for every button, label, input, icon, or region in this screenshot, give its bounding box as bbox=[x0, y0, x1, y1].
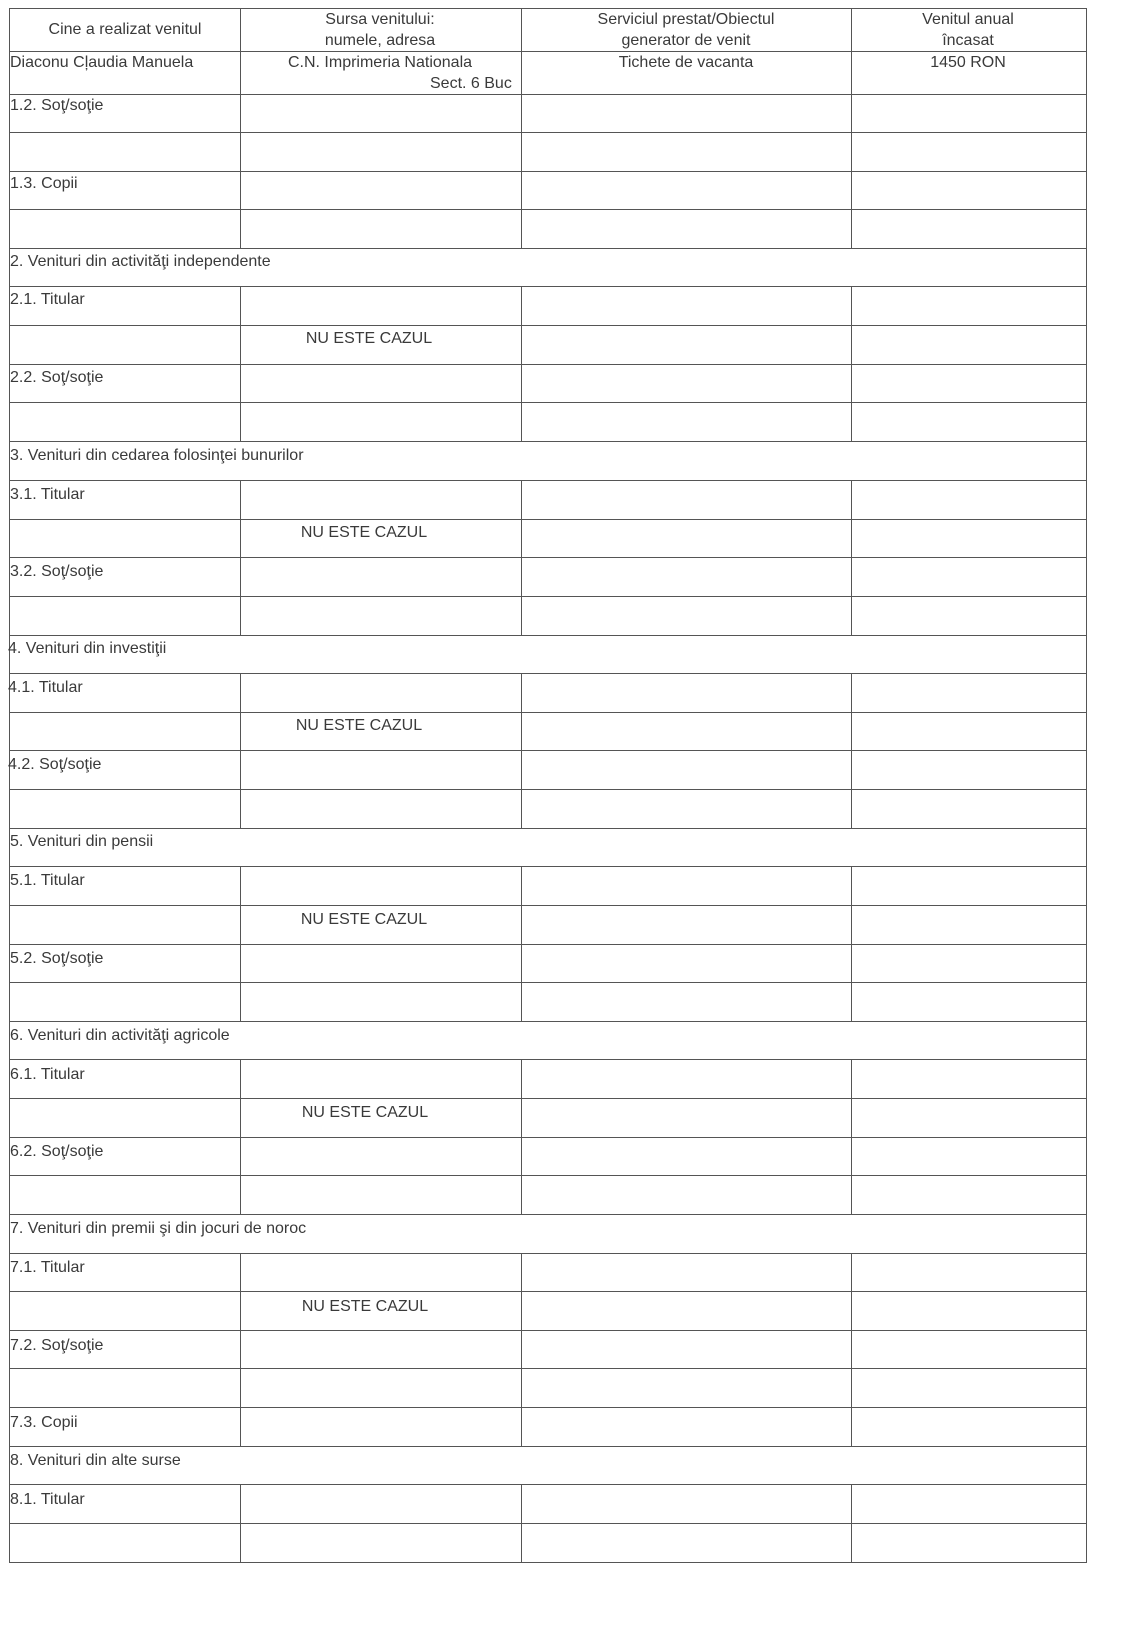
titular-source-line1: C.N. Imprimeria Nationala bbox=[287, 54, 473, 71]
grid-row-line bbox=[9, 1407, 1087, 1408]
label-5-2-spouse: 5.2. Soţ/soţie bbox=[10, 950, 104, 967]
grid-row-line bbox=[9, 8, 1087, 9]
section-4-title: 4. Venituri din investiţii bbox=[8, 640, 167, 657]
grid-column-line bbox=[521, 1407, 522, 1446]
grid-column-line bbox=[521, 750, 522, 789]
grid-column-line bbox=[851, 132, 852, 171]
grid-column-line bbox=[240, 1484, 241, 1523]
grid-row-line bbox=[9, 982, 1087, 983]
header-service-line2: generator de venit bbox=[621, 32, 751, 49]
grid-row-line bbox=[9, 132, 1087, 133]
grid-column-line bbox=[851, 364, 852, 402]
grid-column-line bbox=[240, 789, 241, 828]
grid-column-line bbox=[521, 364, 522, 402]
grid-column-line bbox=[851, 1330, 852, 1368]
not-applicable-4: NU ESTE CAZUL bbox=[295, 717, 423, 734]
grid-row-line bbox=[9, 1562, 1087, 1563]
grid-column-line bbox=[851, 171, 852, 209]
section-5-title: 5. Venituri din pensii bbox=[10, 833, 154, 850]
grid-column-line bbox=[240, 982, 241, 1021]
grid-row-line bbox=[9, 171, 1087, 172]
grid-row-line bbox=[9, 1330, 1087, 1331]
grid-row-line bbox=[9, 1291, 1087, 1292]
grid-row-line bbox=[9, 1253, 1087, 1254]
label-4-2-spouse: 4.2. Soţ/soţie bbox=[8, 756, 102, 773]
header-source-line2: numele, adresa bbox=[324, 32, 436, 49]
grid-column-line bbox=[851, 1291, 852, 1330]
grid-column-line bbox=[521, 132, 522, 171]
grid-column-line bbox=[521, 286, 522, 325]
label-1-3-children: 1.3. Copii bbox=[10, 175, 78, 192]
grid-row-line bbox=[9, 248, 1087, 249]
grid-column-line bbox=[521, 982, 522, 1021]
grid-column-line bbox=[521, 1059, 522, 1098]
grid-column-line bbox=[851, 557, 852, 596]
not-applicable-7: NU ESTE CAZUL bbox=[301, 1298, 429, 1315]
grid-column-line bbox=[521, 905, 522, 944]
grid-column-line bbox=[851, 480, 852, 519]
grid-column-line bbox=[240, 1253, 241, 1291]
grid-column-line bbox=[851, 789, 852, 828]
grid-column-line bbox=[240, 94, 241, 132]
grid-column-line bbox=[240, 1059, 241, 1098]
grid-column-line bbox=[851, 94, 852, 132]
grid-column-line bbox=[240, 750, 241, 789]
grid-row-line bbox=[9, 673, 1087, 674]
grid-column-line bbox=[240, 557, 241, 596]
grid-column-line bbox=[521, 866, 522, 905]
grid-column-line bbox=[851, 519, 852, 557]
grid-column-line bbox=[521, 1253, 522, 1291]
grid-column-line bbox=[521, 596, 522, 635]
grid-column-line bbox=[521, 1098, 522, 1137]
grid-column-line bbox=[851, 712, 852, 750]
label-1-2-spouse: 1.2. Soţ/soţie bbox=[10, 97, 104, 114]
grid-column-line bbox=[851, 402, 852, 441]
not-applicable-2: NU ESTE CAZUL bbox=[305, 330, 433, 347]
grid-column-line bbox=[240, 480, 241, 519]
grid-column-line bbox=[240, 596, 241, 635]
grid-column-line bbox=[240, 364, 241, 402]
grid-row-line bbox=[9, 557, 1087, 558]
grid-row-line bbox=[9, 51, 1087, 52]
grid-column-line bbox=[240, 286, 241, 325]
grid-row-line bbox=[9, 905, 1087, 906]
header-source-line1: Sursa venitului: bbox=[325, 11, 435, 28]
grid-row-line bbox=[9, 596, 1087, 597]
grid-column-line bbox=[240, 1175, 241, 1214]
grid-column-line bbox=[851, 1407, 852, 1446]
grid-border-left bbox=[9, 8, 10, 1562]
label-3-1-titular: 3.1. Titular bbox=[10, 486, 85, 503]
grid-row-line bbox=[9, 325, 1087, 326]
grid-row-line bbox=[9, 1021, 1087, 1022]
section-2-title: 2. Venituri din activităţi independente bbox=[10, 253, 271, 270]
grid-column-line bbox=[851, 1098, 852, 1137]
titular-amount: 1450 RON bbox=[930, 54, 1006, 71]
grid-row-line bbox=[9, 1098, 1087, 1099]
grid-column-line bbox=[240, 944, 241, 982]
grid-row-line bbox=[9, 441, 1087, 442]
header-amount-line1: Venitul anual bbox=[922, 11, 1014, 28]
grid-border-right bbox=[1086, 8, 1087, 1562]
grid-column-line bbox=[521, 789, 522, 828]
grid-row-line bbox=[9, 828, 1087, 829]
grid-column-line bbox=[521, 94, 522, 132]
section-3-title: 3. Venituri din cedarea folosinţei bunurilor bbox=[10, 447, 304, 464]
grid-column-line bbox=[521, 402, 522, 441]
grid-column-line bbox=[521, 325, 522, 364]
grid-row-line bbox=[9, 209, 1087, 210]
grid-row-line bbox=[9, 1175, 1087, 1176]
section-6-title: 6. Venituri din activităţi agricole bbox=[10, 1027, 230, 1044]
grid-column-line bbox=[521, 1330, 522, 1368]
grid-column-line bbox=[851, 1484, 852, 1523]
grid-column-line bbox=[851, 750, 852, 789]
grid-column-line bbox=[240, 402, 241, 441]
grid-row-line bbox=[9, 1059, 1087, 1060]
grid-column-line bbox=[851, 286, 852, 325]
section-8-title: 8. Venituri din alte surse bbox=[10, 1452, 181, 1469]
grid-row-line bbox=[9, 1368, 1087, 1369]
grid-column-line bbox=[851, 1059, 852, 1098]
grid-column-line bbox=[521, 1523, 522, 1562]
header-who: Cine a realizat venitul bbox=[48, 21, 202, 38]
grid-column-line bbox=[851, 866, 852, 905]
grid-column-line bbox=[521, 171, 522, 209]
grid-column-line bbox=[851, 982, 852, 1021]
grid-column-line bbox=[521, 944, 522, 982]
grid-column-line bbox=[240, 132, 241, 171]
grid-row-line bbox=[9, 286, 1087, 287]
label-4-1-titular: 4.1. Titular bbox=[8, 679, 83, 696]
label-5-1-titular: 5.1. Titular bbox=[10, 872, 85, 889]
grid-column-line bbox=[521, 1484, 522, 1523]
header-service-line1: Serviciul prestat/Obiectul bbox=[597, 11, 775, 28]
label-8-1-titular: 8.1. Titular bbox=[10, 1491, 85, 1508]
not-applicable-5: NU ESTE CAZUL bbox=[300, 911, 428, 928]
grid-row-line bbox=[9, 1446, 1087, 1447]
grid-column-line bbox=[851, 325, 852, 364]
grid-row-line bbox=[9, 480, 1087, 481]
grid-column-line bbox=[851, 1368, 852, 1407]
grid-column-line bbox=[521, 209, 522, 248]
grid-column-line bbox=[851, 1253, 852, 1291]
grid-column-line bbox=[851, 596, 852, 635]
grid-column-line bbox=[851, 905, 852, 944]
grid-column-line bbox=[521, 712, 522, 750]
grid-row-line bbox=[9, 712, 1087, 713]
grid-column-line bbox=[240, 1523, 241, 1562]
label-6-2-spouse: 6.2. Soţ/soţie bbox=[10, 1143, 104, 1160]
grid-column-line bbox=[521, 480, 522, 519]
grid-column-line bbox=[240, 1137, 241, 1175]
grid-column-line bbox=[851, 209, 852, 248]
not-applicable-6: NU ESTE CAZUL bbox=[301, 1104, 429, 1121]
label-7-1-titular: 7.1. Titular bbox=[10, 1259, 85, 1276]
grid-row-line bbox=[9, 1214, 1087, 1215]
not-applicable-3: NU ESTE CAZUL bbox=[300, 524, 428, 541]
grid-column-line bbox=[851, 1523, 852, 1562]
label-7-2-spouse: 7.2. Soţ/soţie bbox=[10, 1337, 104, 1354]
grid-column-line bbox=[240, 171, 241, 209]
label-7-3-children: 7.3. Copii bbox=[10, 1414, 78, 1431]
grid-column-line bbox=[851, 1137, 852, 1175]
grid-row-line bbox=[9, 1523, 1087, 1524]
titular-name: Diaconu Cļaudia Manuela bbox=[10, 54, 194, 71]
grid-column-line bbox=[521, 1368, 522, 1407]
grid-row-line bbox=[9, 789, 1087, 790]
grid-column-line bbox=[240, 1330, 241, 1368]
grid-column-line bbox=[240, 673, 241, 712]
titular-service: Tichete de vacanta bbox=[618, 54, 754, 71]
grid-column-line bbox=[240, 1407, 241, 1446]
grid-row-line bbox=[9, 364, 1087, 365]
grid-column-line bbox=[851, 944, 852, 982]
grid-row-line bbox=[9, 1137, 1087, 1138]
grid-row-line bbox=[9, 944, 1087, 945]
grid-column-line bbox=[240, 209, 241, 248]
grid-column-line bbox=[521, 519, 522, 557]
grid-row-line bbox=[9, 635, 1087, 636]
titular-source-line2: Sect. 6 Buc bbox=[430, 75, 512, 92]
grid-column-line bbox=[240, 866, 241, 905]
label-3-2-spouse: 3.2. Soţ/soţie bbox=[10, 563, 104, 580]
grid-column-line bbox=[521, 673, 522, 712]
grid-row-line bbox=[9, 1484, 1087, 1485]
grid-row-line bbox=[9, 750, 1087, 751]
grid-column-line bbox=[521, 557, 522, 596]
grid-column-line bbox=[851, 1175, 852, 1214]
grid-row-line bbox=[9, 402, 1087, 403]
grid-column-line bbox=[240, 1368, 241, 1407]
section-7-title: 7. Venituri din premii şi din jocuri de noroc bbox=[10, 1220, 307, 1237]
label-6-1-titular: 6.1. Titular bbox=[10, 1066, 85, 1083]
label-2-1-titular: 2.1. Titular bbox=[10, 291, 85, 308]
header-amount-line2: încasat bbox=[942, 32, 994, 49]
grid-column-line bbox=[851, 673, 852, 712]
grid-column-line bbox=[521, 1291, 522, 1330]
label-2-2-spouse: 2.2. Soţ/soţie bbox=[10, 369, 104, 386]
grid-column-line bbox=[521, 1137, 522, 1175]
grid-row-line bbox=[9, 519, 1087, 520]
grid-row-line bbox=[9, 866, 1087, 867]
grid-column-line bbox=[521, 1175, 522, 1214]
grid-row-line bbox=[9, 94, 1087, 95]
